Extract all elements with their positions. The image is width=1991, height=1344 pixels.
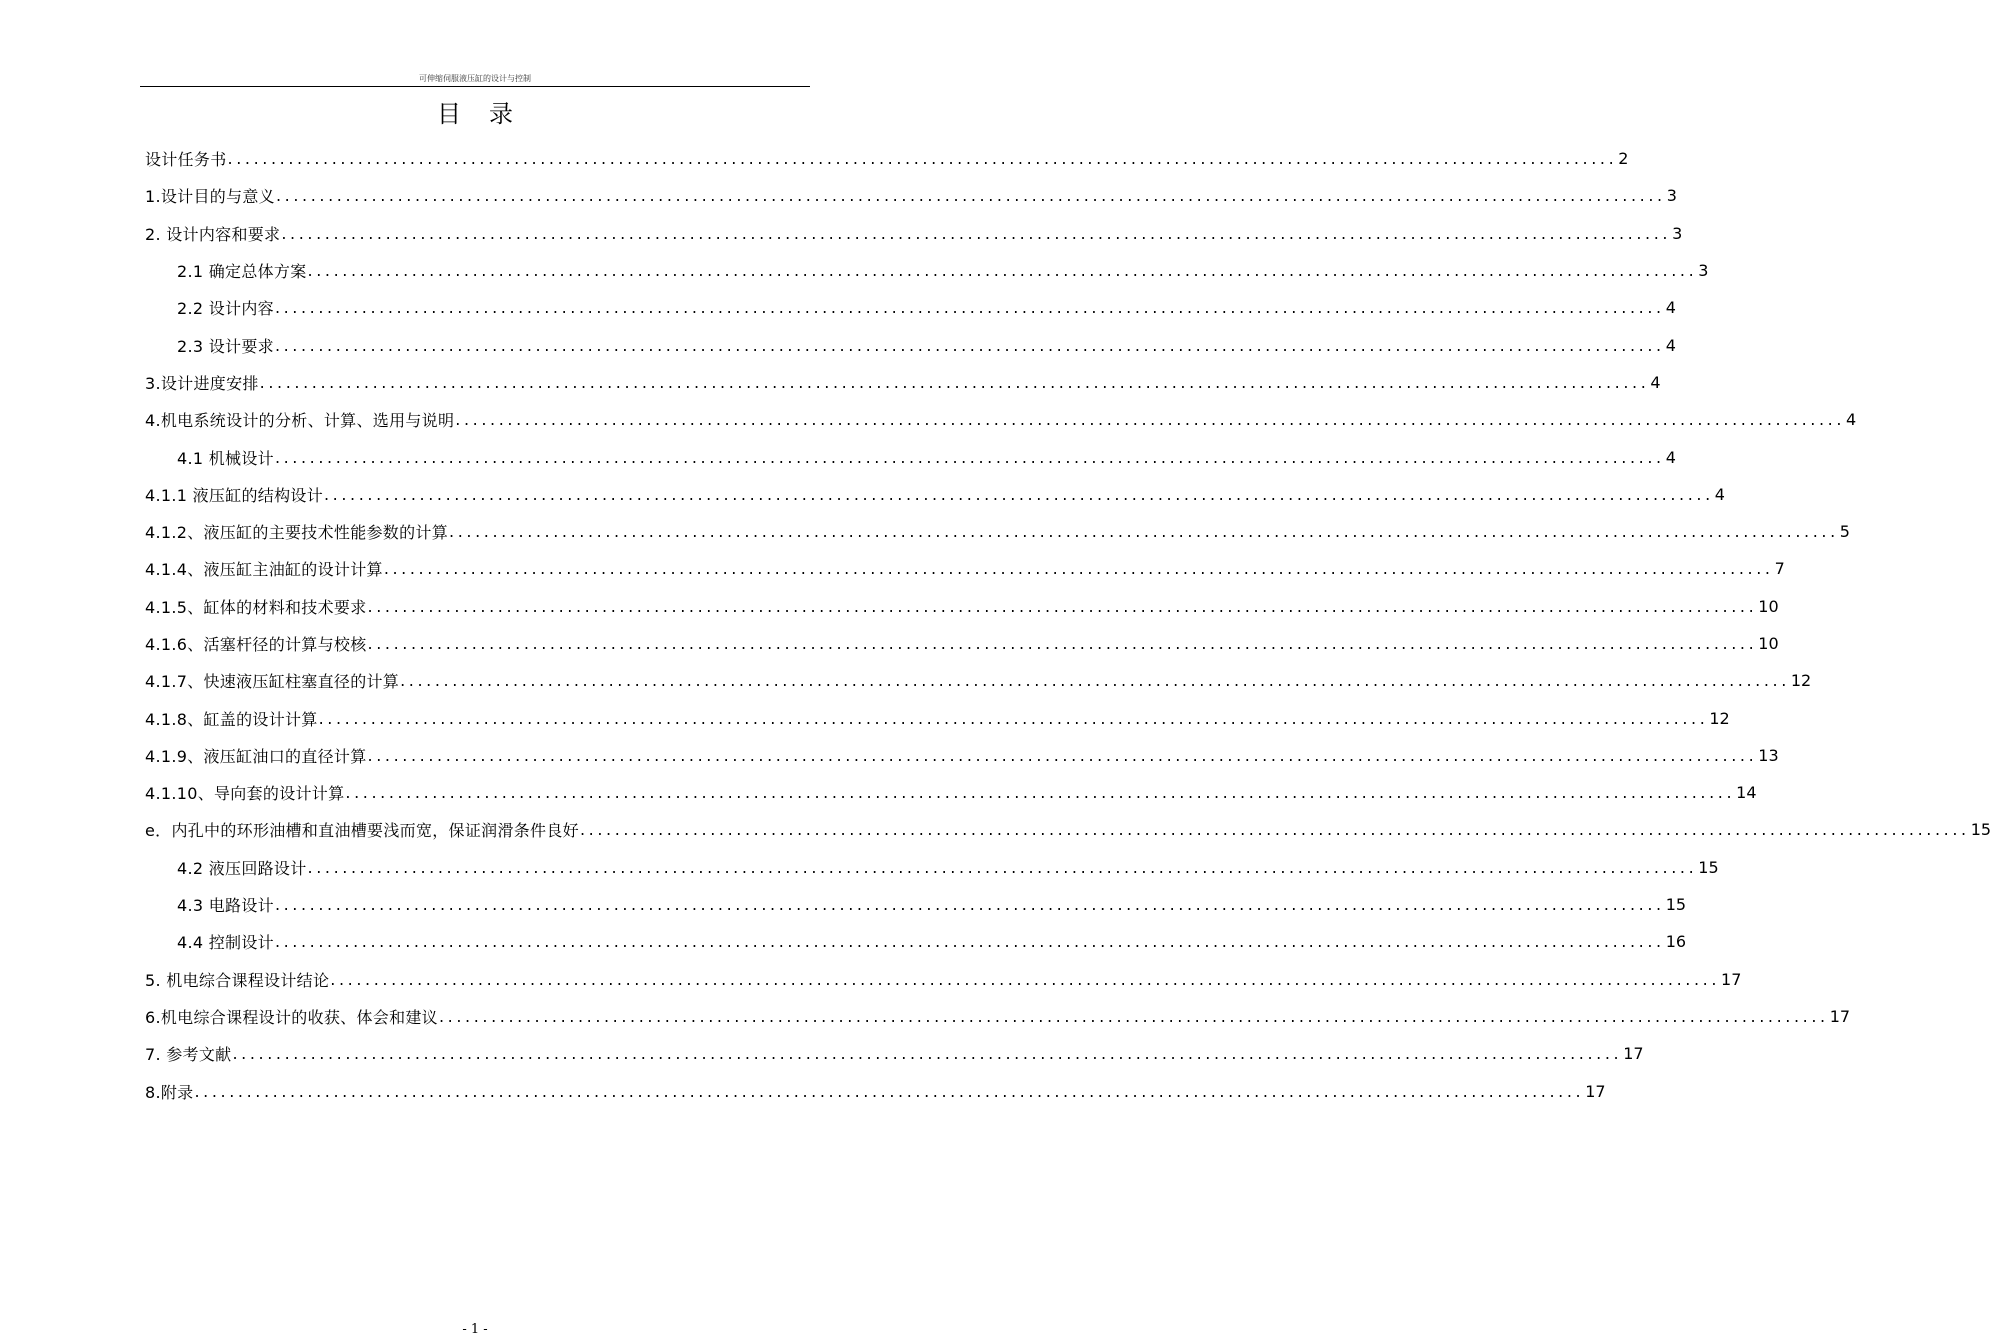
toc-list [145,140,1991,1110]
toc-dot-leader: ................................................................................................................................................................ [324,484,1714,504]
toc-entry-label: 4.1.8、缸盖的设计计算 [145,709,318,729]
toc-entry-page: 16 [1665,932,1687,952]
toc-entry-label: 4.1.2、液压缸的主要技术性能参数的计算 [145,523,449,543]
toc-entry-label: 4.1.10、导向套的设计计算 [145,784,345,804]
toc-entry-label: 2.3 设计要求 [177,336,274,356]
page-number: - 1 - [462,1322,488,1337]
toc-entry-label: e．内孔中的环形油槽和直油槽要浅而宽，保证润滑条件良好 [145,821,579,841]
toc-entry[interactable] [145,401,1857,438]
toc-entry[interactable] [145,364,1661,401]
toc-entry-label: 1.设计目的与意义 [145,187,275,207]
toc-entry[interactable] [145,476,1725,513]
toc-entry-page: 10 [1758,596,1779,616]
toc-dot-leader: ................................................................................................................................................................ [259,372,1650,392]
toc-entry-page: 4 [1665,447,1676,467]
toc-entry[interactable] [145,1072,1606,1109]
toc-entry[interactable] [145,252,1709,289]
toc-entry-label: 4.1 机械设计 [177,448,274,468]
toc-dot-leader: ................................................................................................................................................................ [438,1006,1829,1026]
toc-dot-leader: ................................................................................................................................................................ [367,745,1758,765]
toc-entry-page: 13 [1758,745,1779,765]
toc-entry[interactable] [145,662,1812,699]
toc-dot-leader: ................................................................................................................................................................ [330,969,1721,989]
toc-entry[interactable] [145,699,1730,736]
toc-entry[interactable] [145,1035,1644,1072]
toc-entry[interactable] [145,774,1757,811]
toc-entry[interactable] [145,998,1851,1035]
toc-entry-label: 4.1.7、快速液压缸柱塞直径的计算 [145,672,400,692]
toc-entry-page: 4 [1650,372,1661,392]
toc-dot-leader: ................................................................................................................................................................ [579,820,1970,840]
toc-dot-leader: ................................................................................................................................................................ [307,857,1698,877]
toc-entry-label: 7. 参考文献 [145,1045,232,1065]
toc-entry-page: 15 [1698,857,1719,877]
toc-entry-label: 4.1.5、缸体的材料和技术要求 [145,597,367,617]
toc-entry[interactable] [145,961,1742,998]
toc-dot-leader: ................................................................................................................................................................ [449,522,1839,542]
toc-dot-leader: ................................................................................................................................................................ [367,596,1758,616]
toc-entry[interactable] [145,588,1779,625]
toc-entry-label: 6.机电综合课程设计的收获、体会和建议 [145,1007,438,1027]
toc-entry-page: 4 [1714,484,1725,504]
toc-entry[interactable] [145,811,1991,848]
toc-entry-page: 3 [1666,186,1677,206]
toc-entry-page: 3 [1672,223,1683,243]
toc-entry[interactable] [145,289,1676,326]
toc-entry[interactable] [145,438,1676,475]
toc-entry-page: 4 [1846,410,1857,430]
toc-dot-leader: ................................................................................................................................................................ [307,261,1698,281]
toc-dot-leader: ................................................................................................................................................................ [274,447,1665,467]
toc-entry-page: 4 [1665,335,1676,355]
toc-dot-leader: ................................................................................................................................................................ [281,223,1672,243]
toc-entry-page: 15 [1970,820,1991,840]
toc-dot-leader: ................................................................................................................................................................ [227,149,1618,169]
toc-entry[interactable] [145,215,1683,252]
toc-entry[interactable] [145,513,1850,550]
toc-entry[interactable] [145,849,1719,886]
toc-entry-label: 4.1.4、液压缸主油缸的设计计算 [145,560,383,580]
toc-entry-label: 2.1 确定总体方案 [177,262,307,282]
toc-entry-label: 4.1.9、液压缸油口的直径计算 [145,746,367,766]
toc-entry-label: 3.设计进度安排 [145,373,259,393]
toc-entry-label: 4.4 控制设计 [177,933,274,953]
toc-entry-page: 12 [1709,708,1730,728]
toc-entry-label: 4.机电系统设计的分析、计算、选用与说明 [145,411,455,431]
toc-entry[interactable] [145,923,1687,960]
toc-entry[interactable] [145,326,1676,363]
toc-dot-leader: ................................................................................................................................................................ [455,410,1846,430]
toc-entry[interactable] [145,886,1687,923]
toc-entry-page: 2 [1618,149,1629,169]
toc-entry-label: 4.2 液压回路设计 [177,858,307,878]
toc-entry[interactable] [145,550,1785,587]
toc-dot-leader: ................................................................................................................................................................ [274,335,1665,355]
toc-entry-page: 17 [1829,1006,1851,1026]
toc-entry-label: 设计任务书 [145,150,227,170]
toc-entry-label: 5. 机电综合课程设计结论 [145,970,330,990]
toc-entry[interactable] [145,140,1629,177]
toc-entry-page: 15 [1665,895,1687,915]
toc-entry-page: 10 [1758,634,1779,653]
toc-dot-leader: ................................................................................................................................................................ [275,186,1666,206]
toc-dot-leader: ................................................................................................................................................................ [194,1081,1585,1101]
toc-entry-page: 7 [1774,559,1785,579]
header-rule [140,86,810,87]
toc-entry-page: 17 [1623,1044,1644,1064]
toc-entry-page: 17 [1721,969,1742,989]
toc-dot-leader: ................................................................................................................................................................ [232,1044,1623,1064]
toc-entry[interactable] [145,177,1677,214]
toc-entry-page: 5 [1839,522,1850,542]
toc-dot-leader: ................................................................................................................................................................ [345,783,1736,803]
toc-dot-leader: ................................................................................................................................................................ [367,634,1758,653]
toc-entry-label: 4.1.1 液压缸的结构设计 [145,485,323,505]
toc-entry[interactable] [145,625,1779,662]
toc-entry-page: 12 [1790,671,1812,691]
toc-dot-leader: ................................................................................................................................................................ [383,559,1774,579]
toc-entry-label: 2.2 设计内容 [177,299,274,319]
toc-entry-label: 4.1.6、活塞杆径的计算与校核 [145,635,367,654]
toc-entry-label: 4.3 电路设计 [177,896,274,916]
toc-dot-leader: ................................................................................................................................................................ [318,708,1709,728]
toc-entry-page: 4 [1665,298,1676,318]
toc-dot-leader: ................................................................................................................................................................ [274,298,1665,318]
toc-title: 目录 [437,100,541,128]
toc-entry-page: 17 [1585,1081,1606,1101]
toc-dot-leader: ................................................................................................................................................................ [400,671,1790,691]
running-header: 可伸缩伺服液压缸的设计与控制 [419,74,531,83]
toc-entry-label: 8.附录 [145,1082,194,1102]
toc-dot-leader: ................................................................................................................................................................ [274,895,1665,915]
toc-entry-label: 2. 设计内容和要求 [145,224,281,244]
toc-entry-page: 3 [1698,261,1709,281]
toc-entry-page: 14 [1736,783,1757,803]
toc-dot-leader: ................................................................................................................................................................ [274,932,1665,952]
toc-entry[interactable] [145,737,1779,774]
